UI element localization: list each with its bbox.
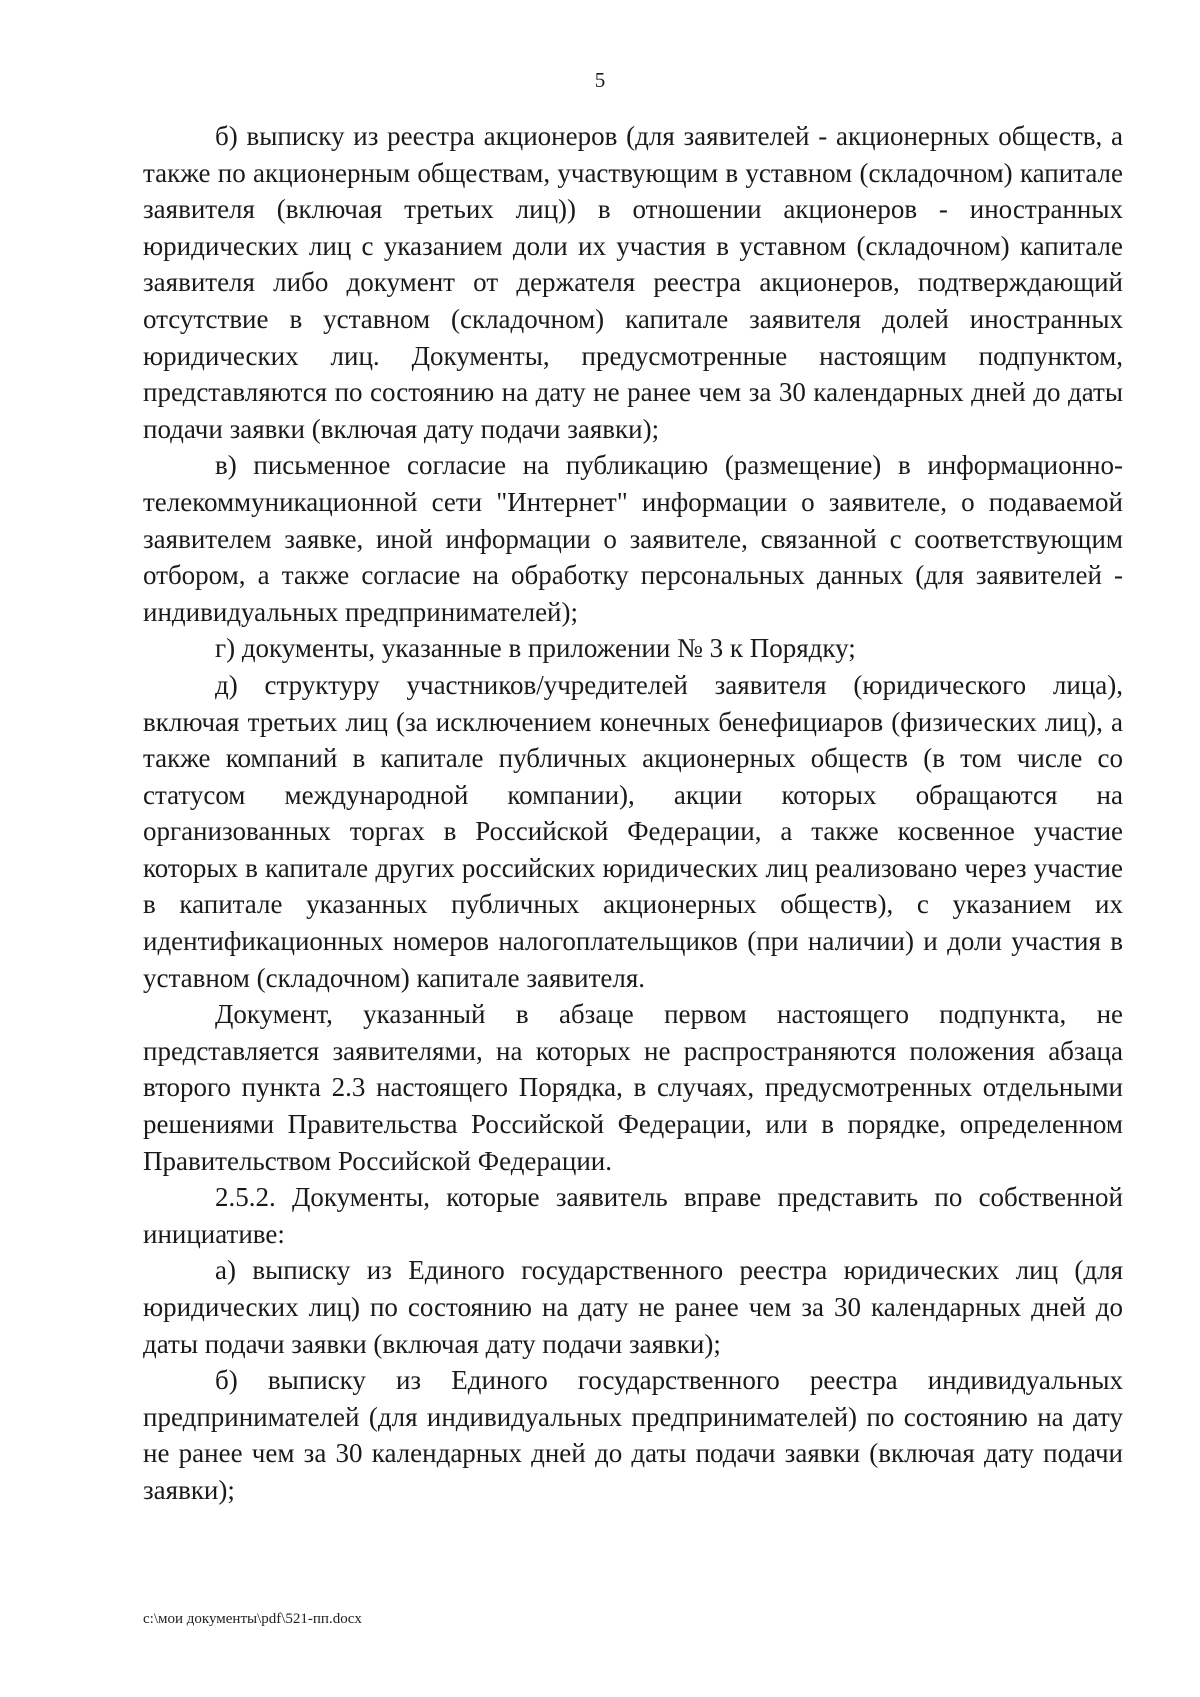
paragraph-g-appendix-documents: г) документы, указанные в приложении № 3 к Порядку; (215, 633, 856, 664)
footer-file-path: c:\мои документы\pdf\521-пп.docx (143, 1611, 362, 1627)
paragraph-2-5-2-optional-documents: 2.5.2. Документы, которые заявитель вправе представить по собственной инициативе: (143, 1182, 1123, 1249)
page-number: 5 (594, 68, 606, 92)
paragraph-b-shareholder-registry: б) выписку из реестра акционеров (для заявителей - акционерных обществ, а также по акционерным обществам, участвующим в уставном (складочном) капитале заявителя (включая третьих лиц)) в отношении акционеров - иностранных юридических лиц с указанием доли их участия в уставном (складочном) капитале заявителя либо документ от держателя реестра акционеров, подтверждающий отсутствие в уставном (складочном) капитале заявителя долей иностранных юридических лиц. Документы, предусмотренные настоящим подпунктом, представляются по состоянию на дату не ранее чем за 30 календарных дней до даты подачи заявки (включая дату подачи заявки); (143, 121, 1123, 444)
paragraph-a-legal-entities-extract: а) выписку из Единого государственного реестра юридических лиц (для юридических лиц) по состоянию на дату не ранее чем за 30 календарных дней до даты подачи заявки (включая дату подачи заявки); (143, 1255, 1123, 1359)
paragraph-document-exemption: Документ, указанный в абзаце первом настоящего подпункта, не представляется заявителями, на которых не распространяются положения абзаца второго пункта 2.3 настоящего Порядка, в случаях, предусмотренных отдельными решениями Правительства Российской Федерации, или в порядке, определенном Правительством Российской Федерации. (143, 999, 1123, 1176)
document-body (143, 118, 1123, 1509)
paragraph-d-participant-structure: д) структуру участников/учредителей заявителя (юридического лица), включая третьих лиц (за исключением конечных бенефициаров (физических лиц), а также компаний в капитале публичных акционерных обществ (в том числе со статусом международной компании), акции которых обращаются на организованных торгах в Российской Федерации, а также косвенное участие которых в капитале других российских юридических лиц реализовано через участие в капитале указанных публичных акционерных обществ), с указанием их идентификационных номеров налогоплательщиков (при наличии) и доли участия в уставном (складочном) капитале заявителя. (143, 669, 1123, 993)
paragraph-b-entrepreneurs-extract: б) выписку из Единого государственного реестра индивидуальных предпринимателей (для индивидуальных предпринимателей) по состоянию на дату не ранее чем за 30 календарных дней до даты подачи заявки (включая дату подачи заявки); (143, 1365, 1123, 1505)
paragraph-v-publication-consent: в) письменное согласие на публикацию (размещение) в информационно-телекоммуникационной сети "Интернет" информации о заявителе, о подаваемой заявителем заявке, иной информации о заявителе, связанной с соответствующим отбором, а также согласие на обработку персональных данных (для заявителей - индивидуальных предпринимателей); (143, 450, 1123, 627)
